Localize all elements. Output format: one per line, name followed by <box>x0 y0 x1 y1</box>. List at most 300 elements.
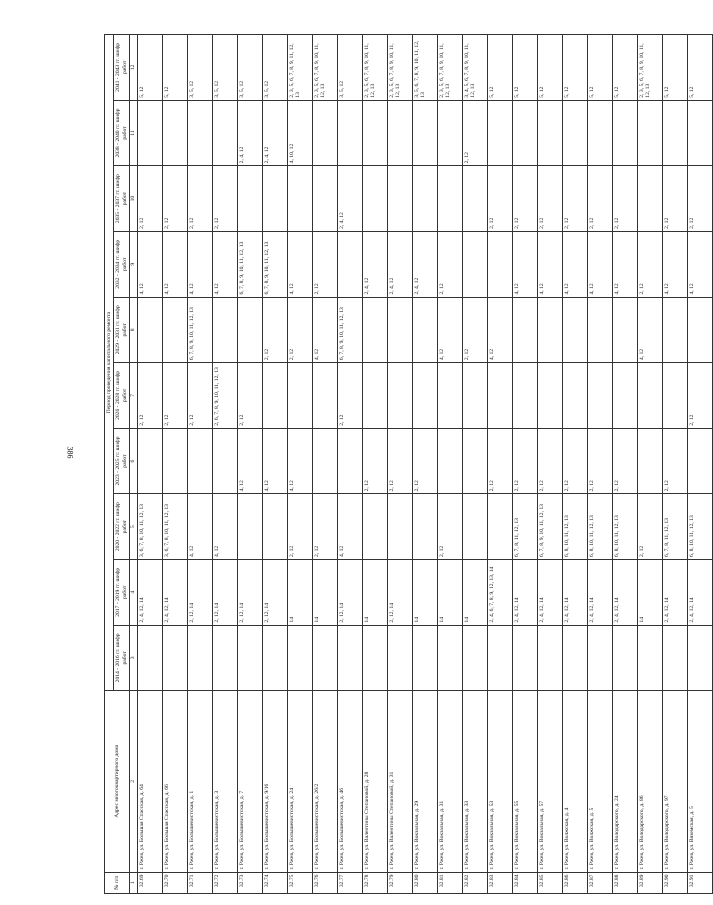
header-period: 2038 - 2040 гг. шифр работ <box>114 100 130 166</box>
work-codes-cell: 2, 4, 12 <box>262 100 287 166</box>
work-codes-cell: 4, 12 <box>662 231 687 297</box>
work-codes-cell <box>487 231 512 297</box>
row-number: 32.74 <box>262 872 287 893</box>
header-address: Адрес многоквартирного дома <box>105 691 130 872</box>
work-codes-cell <box>687 625 712 691</box>
work-codes-cell <box>412 166 437 232</box>
work-codes-cell: 2, 12 <box>587 428 612 494</box>
work-codes-cell <box>662 100 687 166</box>
work-codes-cell <box>387 363 412 429</box>
work-codes-cell: 3, 6, 7, 8, 10, 11, 12, 13 <box>137 494 162 560</box>
work-codes-cell <box>312 166 337 232</box>
table-row <box>312 35 337 894</box>
header-period: 2014 - 2016 гг. шифр работ <box>114 625 130 691</box>
work-codes-cell <box>212 100 237 166</box>
work-codes-cell: 2, 4, 12, 14 <box>562 559 587 625</box>
work-codes-cell: 2, 4, 12, 14 <box>662 559 687 625</box>
work-codes-cell: 2, 4, 12 <box>337 166 362 232</box>
work-codes-cell <box>462 231 487 297</box>
work-codes-cell: 4, 12 <box>287 428 312 494</box>
work-codes-cell <box>637 428 662 494</box>
work-codes-cell: 4, 12 <box>212 231 237 297</box>
work-codes-cell <box>437 428 462 494</box>
work-codes-cell: 2, 12 <box>687 166 712 232</box>
work-codes-cell: 2, 12 <box>487 428 512 494</box>
row-address: г. Ржев, ул. Вокзальная, д. 53 <box>487 691 512 872</box>
work-codes-cell <box>462 625 487 691</box>
work-codes-cell: 2, 12 <box>537 166 562 232</box>
row-address: г. Ржев, ул. Вокзальная, д. 29 <box>412 691 437 872</box>
work-codes-cell <box>162 625 187 691</box>
work-codes-cell: 14 <box>362 559 387 625</box>
work-codes-cell: 4, 12 <box>537 231 562 297</box>
work-codes-cell: 5, 12 <box>162 35 187 101</box>
table-row <box>537 35 562 894</box>
table-row <box>487 35 512 894</box>
work-codes-cell <box>412 100 437 166</box>
work-codes-cell <box>387 625 412 691</box>
work-codes-cell: 4, 12 <box>162 231 187 297</box>
work-codes-cell <box>587 625 612 691</box>
work-codes-cell <box>562 363 587 429</box>
work-codes-cell <box>612 100 637 166</box>
work-codes-cell <box>187 428 212 494</box>
column-number: 10 <box>130 166 137 232</box>
row-address: г. Ржев, ул. Болышевистская, д. 1 <box>187 691 212 872</box>
work-codes-cell <box>487 363 512 429</box>
work-codes-cell: 2, 3, 5, 6, 7, 8, 9, 10, 11, 12, 13 <box>362 35 387 101</box>
work-codes-cell: 4, 10, 12 <box>287 100 312 166</box>
work-codes-cell: 2, 12 <box>587 166 612 232</box>
work-codes-cell <box>412 625 437 691</box>
work-codes-cell <box>362 625 387 691</box>
work-codes-cell: 2, 12, 14 <box>212 559 237 625</box>
work-codes-cell <box>537 297 562 363</box>
work-codes-cell: 2, 12 <box>612 428 637 494</box>
work-codes-cell <box>437 100 462 166</box>
work-codes-cell <box>137 625 162 691</box>
row-number: 32.73 <box>237 872 262 893</box>
table-row <box>287 35 312 894</box>
work-codes-cell: 3, 5, 12 <box>212 35 237 101</box>
work-codes-cell: 4, 12 <box>137 231 162 297</box>
work-codes-cell: 3, 6, 7, 8, 10, 11, 12, 13 <box>162 494 187 560</box>
work-codes-cell <box>512 297 537 363</box>
work-codes-cell: 6, 8, 10, 11, 12, 13 <box>562 494 587 560</box>
work-codes-cell: 6, 7, 8, 11, 12, 13 <box>662 494 687 560</box>
work-codes-cell: 5, 12 <box>562 35 587 101</box>
column-number: 3 <box>130 625 137 691</box>
work-codes-cell: 2, 4, 6, 7, 8, 9, 12, 13, 14 <box>487 559 512 625</box>
work-codes-cell: 2, 12 <box>687 363 712 429</box>
row-address: г. Ржев, ул. Вокзальная, д. 31 <box>437 691 462 872</box>
row-number: 32.77 <box>337 872 362 893</box>
work-codes-cell: 2, 12 <box>312 231 337 297</box>
work-codes-cell <box>612 363 637 429</box>
row-number: 32.87 <box>587 872 612 893</box>
work-codes-cell <box>362 166 387 232</box>
row-number: 32.69 <box>137 872 162 893</box>
work-codes-cell <box>387 100 412 166</box>
work-codes-cell: 2, 12 <box>512 166 537 232</box>
row-number: 32.80 <box>412 872 437 893</box>
work-codes-cell: 2, 12 <box>662 428 687 494</box>
work-codes-cell: 2, 12 <box>487 166 512 232</box>
work-codes-cell: 2, 12, 14 <box>262 559 287 625</box>
header-period: 2041 - 2043 гг. шифр работ <box>114 35 130 101</box>
work-codes-cell <box>612 625 637 691</box>
work-codes-cell <box>437 166 462 232</box>
row-number: 32.72 <box>212 872 237 893</box>
work-codes-cell: 2, 12 <box>562 166 587 232</box>
table-row <box>587 35 612 894</box>
work-codes-cell: 4, 12 <box>512 231 537 297</box>
row-number: 32.84 <box>512 872 537 893</box>
work-codes-cell <box>687 297 712 363</box>
work-codes-cell: 5, 12 <box>137 35 162 101</box>
work-codes-cell <box>162 428 187 494</box>
work-codes-cell <box>337 625 362 691</box>
work-codes-cell <box>637 363 662 429</box>
header-period-group: Период проведения капитального ремонта <box>105 35 114 691</box>
work-codes-cell <box>562 625 587 691</box>
work-codes-cell: 2, 12 <box>262 297 287 363</box>
column-number: 5 <box>130 494 137 560</box>
work-codes-cell <box>512 625 537 691</box>
work-codes-cell <box>162 297 187 363</box>
work-codes-cell: 5, 12 <box>537 35 562 101</box>
work-codes-cell <box>212 428 237 494</box>
work-codes-cell: 2, 12 <box>462 100 487 166</box>
row-address: г. Ржев, ул. Володарского, д. 97 <box>662 691 687 872</box>
work-codes-cell <box>312 363 337 429</box>
work-codes-cell: 2, 12 <box>287 297 312 363</box>
work-codes-cell <box>637 625 662 691</box>
work-codes-cell <box>537 100 562 166</box>
work-codes-cell <box>287 363 312 429</box>
work-codes-cell: 4, 12 <box>587 231 612 297</box>
header-period: 2026 - 2028 гг. шифр работ <box>114 363 130 429</box>
work-codes-cell: 4, 12 <box>487 297 512 363</box>
column-number: 9 <box>130 231 137 297</box>
table-body <box>137 35 712 894</box>
work-codes-cell: 2, 3, 5, 6, 7, 8, 9, 10, 11, 12, 13 <box>437 35 462 101</box>
work-codes-cell: 4, 12 <box>562 231 587 297</box>
row-address: г. Ржев, ул. Вяземская, д. 5 <box>687 691 712 872</box>
work-codes-cell: 5, 12 <box>487 35 512 101</box>
column-number: 2 <box>130 691 137 872</box>
work-codes-cell: 5, 12 <box>687 35 712 101</box>
row-address: г. Ржев, ул. Володарского, д. 86 <box>637 691 662 872</box>
work-codes-cell: 2, 6, 7, 8, 9, 10, 11, 12, 13 <box>212 363 237 429</box>
work-codes-cell: 4, 12 <box>437 297 462 363</box>
work-codes-cell <box>412 494 437 560</box>
work-codes-cell <box>337 428 362 494</box>
work-codes-cell <box>487 625 512 691</box>
row-address: г. Ржев, ул. Большая Спасская, д. 66 <box>162 691 187 872</box>
work-codes-cell: 2, 3, 5, 6, 7, 8, 9, 10, 11, 12, 13 <box>387 35 412 101</box>
work-codes-cell <box>212 297 237 363</box>
row-address: г. Ржев, ул. Болышевистская, д. 9/16 <box>262 691 287 872</box>
table-row <box>562 35 587 894</box>
work-codes-cell: 3, 5, 12 <box>187 35 212 101</box>
work-codes-cell <box>362 297 387 363</box>
work-codes-cell <box>387 297 412 363</box>
work-codes-cell <box>437 625 462 691</box>
work-codes-cell: 2, 4, 12 <box>237 100 262 166</box>
work-codes-cell <box>262 166 287 232</box>
work-codes-cell: 6, 8, 10, 11, 12, 13 <box>687 494 712 560</box>
work-codes-cell: 4, 12 <box>637 297 662 363</box>
row-address: г. Ржев, ул. Вокзальная, д. 55 <box>512 691 537 872</box>
row-address: г. Ржев, ул. Володарского, д. 24 <box>612 691 637 872</box>
work-codes-cell: 2, 12 <box>462 297 487 363</box>
work-codes-cell <box>137 100 162 166</box>
work-codes-cell: 14 <box>437 559 462 625</box>
column-number: 4 <box>130 559 137 625</box>
work-codes-cell: 4, 12 <box>262 428 287 494</box>
work-codes-cell: 14 <box>462 559 487 625</box>
work-codes-cell <box>312 100 337 166</box>
work-codes-cell: 2, 12 <box>512 428 537 494</box>
column-number: 12 <box>130 35 137 101</box>
work-codes-cell: 2, 3, 5, 6, 7, 8, 9, 10, 11, 12, 13 <box>312 35 337 101</box>
page-number: 386 <box>65 446 75 459</box>
table-row <box>187 35 212 894</box>
work-codes-cell <box>237 494 262 560</box>
work-codes-cell: 2, 12 <box>137 166 162 232</box>
work-codes-cell: 2, 4, 12, 14 <box>512 559 537 625</box>
work-codes-cell: 2, 4, 12, 14 <box>162 559 187 625</box>
work-codes-cell: 2, 12 <box>662 166 687 232</box>
work-codes-cell: 2, 12, 14 <box>187 559 212 625</box>
row-number: 32.78 <box>362 872 387 893</box>
work-codes-cell <box>437 363 462 429</box>
work-codes-cell: 2, 12 <box>387 428 412 494</box>
header-number: № п/п <box>105 872 130 893</box>
column-number: 1 <box>130 872 137 893</box>
work-codes-cell: 4, 12 <box>612 231 637 297</box>
work-codes-cell <box>287 166 312 232</box>
work-codes-cell: 6, 7, 8, 9, 10, 11, 12, 13 <box>187 297 212 363</box>
row-address: г. Ржев, ул. Болышевистская, д. 24 <box>287 691 312 872</box>
table-row <box>612 35 637 894</box>
work-codes-cell: 4, 12 <box>212 494 237 560</box>
work-codes-cell <box>362 363 387 429</box>
row-number: 32.81 <box>437 872 462 893</box>
row-number: 32.83 <box>487 872 512 893</box>
column-number-row <box>130 35 137 894</box>
work-codes-cell: 2, 12 <box>237 363 262 429</box>
work-codes-cell: 2, 12 <box>187 363 212 429</box>
work-codes-cell: 2, 12, 14 <box>387 559 412 625</box>
work-codes-cell <box>487 100 512 166</box>
table-row <box>462 35 487 894</box>
work-codes-cell <box>212 625 237 691</box>
work-codes-cell <box>687 100 712 166</box>
work-codes-cell: 6, 7, 8, 11, 12, 13 <box>512 494 537 560</box>
work-codes-cell <box>512 100 537 166</box>
work-codes-cell <box>462 166 487 232</box>
row-address: г. Ржев, ул. Волжская, д. 4 <box>562 691 587 872</box>
row-address: г. Ржев, ул. Болышевистская, д. 7 <box>237 691 262 872</box>
work-codes-cell <box>137 297 162 363</box>
table-row <box>387 35 412 894</box>
work-codes-cell <box>662 363 687 429</box>
work-codes-cell: 6, 7, 8, 9, 10, 11, 12, 13 <box>337 297 362 363</box>
row-address: г. Ржев, ул. Болышевистская, д. 46 <box>337 691 362 872</box>
work-codes-cell <box>262 494 287 560</box>
work-codes-cell: 2, 12 <box>362 428 387 494</box>
work-codes-cell <box>162 100 187 166</box>
row-address: г. Ржев, ул. Валентины Степановой, д. 28 <box>362 691 387 872</box>
header-period: 2023 - 2025 гг. шифр работ <box>114 428 130 494</box>
work-codes-cell <box>362 100 387 166</box>
work-codes-cell <box>537 363 562 429</box>
work-codes-cell <box>512 363 537 429</box>
column-number: 11 <box>130 100 137 166</box>
work-codes-cell <box>662 297 687 363</box>
work-codes-cell: 6, 7, 8, 9, 10, 11, 12, 13 <box>262 231 287 297</box>
work-codes-cell <box>587 100 612 166</box>
work-codes-cell <box>637 166 662 232</box>
work-codes-cell: 3, 5, 12 <box>262 35 287 101</box>
header-period: 2020 - 2022 гг. шифр работ <box>114 494 130 560</box>
work-codes-cell <box>187 100 212 166</box>
work-codes-cell <box>562 100 587 166</box>
work-codes-cell <box>587 363 612 429</box>
work-codes-cell <box>312 428 337 494</box>
work-codes-cell <box>537 625 562 691</box>
work-codes-cell: 3, 5, 12 <box>237 35 262 101</box>
header-period: 2029 - 2031 гг. шифр работ <box>114 297 130 363</box>
work-codes-cell: 2, 12 <box>337 363 362 429</box>
work-codes-cell <box>687 428 712 494</box>
repair-schedule-table <box>104 34 713 894</box>
table-row <box>437 35 462 894</box>
work-codes-cell: 14 <box>412 559 437 625</box>
work-codes-cell: 5, 12 <box>587 35 612 101</box>
row-address: г. Ржев, ул. Вокзальная, д. 33 <box>462 691 487 872</box>
work-codes-cell <box>237 625 262 691</box>
work-codes-cell: 4, 12 <box>187 231 212 297</box>
work-codes-cell <box>612 297 637 363</box>
header-row-top <box>105 35 114 894</box>
work-codes-cell: 6, 8, 10, 11, 12, 13 <box>612 494 637 560</box>
work-codes-cell: 4, 12 <box>687 231 712 297</box>
row-address: г. Ржев, ул. Волжская, д. 5 <box>587 691 612 872</box>
work-codes-cell <box>337 100 362 166</box>
work-codes-cell: 2, 12 <box>637 231 662 297</box>
work-codes-cell: 2, 12, 14 <box>237 559 262 625</box>
row-number: 32.89 <box>637 872 662 893</box>
work-codes-cell <box>637 100 662 166</box>
row-address: г. Ржев, ул. Вокзальная, д. 57 <box>537 691 562 872</box>
column-number: 6 <box>130 428 137 494</box>
work-codes-cell <box>412 297 437 363</box>
work-codes-cell: 3, 5, 6, 7, 8, 9, 10, 11, 12, 13 <box>412 35 437 101</box>
work-codes-cell: 4, 12 <box>312 297 337 363</box>
work-codes-cell: 2, 12 <box>612 166 637 232</box>
work-codes-cell: 2, 12 <box>412 428 437 494</box>
work-codes-cell: 2, 4, 12, 14 <box>537 559 562 625</box>
work-codes-cell <box>462 494 487 560</box>
work-codes-cell <box>337 231 362 297</box>
row-number: 32.85 <box>537 872 562 893</box>
header-period: 2035 - 2037 гг. шифр работ <box>114 166 130 232</box>
row-number: 32.79 <box>387 872 412 893</box>
row-number: 32.90 <box>662 872 687 893</box>
table-row <box>137 35 162 894</box>
work-codes-cell <box>587 297 612 363</box>
table-row <box>237 35 262 894</box>
work-codes-cell: 2, 12 <box>287 494 312 560</box>
table-row <box>162 35 187 894</box>
row-address: г. Ржев, ул. Болышевистская, д. 26/2 <box>312 691 337 872</box>
work-codes-cell <box>237 166 262 232</box>
row-number: 32.91 <box>687 872 712 893</box>
work-codes-cell: 2, 4, 12, 14 <box>587 559 612 625</box>
work-codes-cell <box>462 363 487 429</box>
rotated-table-wrapper <box>104 34 695 894</box>
row-address: г. Ржев, ул. Валентины Степановой, д. 31 <box>387 691 412 872</box>
work-codes-cell: 6, 7, 8, 9, 10, 11, 12, 13 <box>237 231 262 297</box>
work-codes-cell: 2, 12 <box>137 363 162 429</box>
work-codes-cell: 2, 4, 12 <box>362 231 387 297</box>
work-codes-cell <box>312 625 337 691</box>
work-codes-cell: 4, 12 <box>187 494 212 560</box>
work-codes-cell: 2, 12 <box>437 231 462 297</box>
work-codes-cell: 2, 4, 12, 14 <box>687 559 712 625</box>
work-codes-cell: 4, 12 <box>237 428 262 494</box>
work-codes-cell <box>462 428 487 494</box>
work-codes-cell: 3, 5, 12 <box>337 35 362 101</box>
table-row <box>512 35 537 894</box>
work-codes-cell <box>262 363 287 429</box>
work-codes-cell: 2, 4, 12, 14 <box>137 559 162 625</box>
work-codes-cell: 6, 7, 8, 9, 10, 11, 12, 13 <box>537 494 562 560</box>
work-codes-cell: 6, 8, 10, 11, 12, 13 <box>587 494 612 560</box>
row-address: г. Ржев, ул. Болышевистская, д. 3 <box>212 691 237 872</box>
work-codes-cell: 5, 12 <box>662 35 687 101</box>
work-codes-cell: 2, 12 <box>562 428 587 494</box>
header-period: 2032 - 2034 гг. шифр работ <box>114 231 130 297</box>
work-codes-cell: 2, 12 <box>637 494 662 560</box>
work-codes-cell <box>387 494 412 560</box>
row-number: 32.71 <box>187 872 212 893</box>
work-codes-cell <box>137 428 162 494</box>
row-number: 32.88 <box>612 872 637 893</box>
row-address: г. Ржев, ул. Большая Спасская, д. 64 <box>137 691 162 872</box>
work-codes-cell <box>562 297 587 363</box>
row-number: 32.82 <box>462 872 487 893</box>
work-codes-cell: 2, 3, 5, 6, 7, 8, 9, 10, 11, 12, 13 <box>637 35 662 101</box>
work-codes-cell <box>387 166 412 232</box>
work-codes-cell: 2, 12 <box>162 166 187 232</box>
work-codes-cell: 2, 12 <box>312 494 337 560</box>
table-row <box>662 35 687 894</box>
work-codes-cell: 14 <box>637 559 662 625</box>
header-period: 2017 - 2019 гг. шифр работ <box>114 559 130 625</box>
work-codes-cell <box>662 625 687 691</box>
table-row <box>637 35 662 894</box>
work-codes-cell: 2, 4, 12 <box>387 231 412 297</box>
work-codes-cell: 2, 12 <box>162 363 187 429</box>
work-codes-cell <box>187 625 212 691</box>
table-row <box>362 35 387 894</box>
work-codes-cell <box>262 625 287 691</box>
work-codes-cell <box>287 625 312 691</box>
